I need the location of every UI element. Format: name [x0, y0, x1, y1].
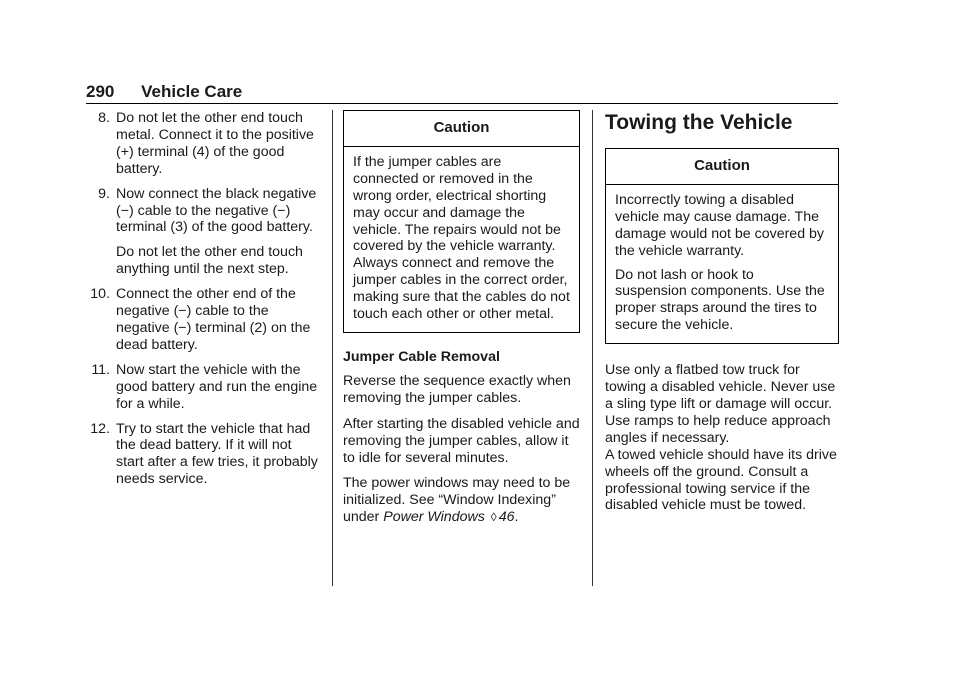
step-number: 10.: [90, 286, 110, 303]
column-towing: [605, 110, 839, 514]
column-divider: [332, 110, 333, 586]
paragraph: Reverse the sequence exactly when removing the jumper cables.: [343, 372, 571, 406]
caution-title: Caution: [606, 149, 838, 185]
step-text: Now connect the black negative (−) cable to the negative (−) terminal (3) of the good battery.: [116, 185, 317, 236]
paragraph: A towed vehicle should have its drive wheels off the ground. Consult a professional towing service if the disabled vehicle must be towed.: [605, 446, 837, 514]
step-number: 11.: [91, 361, 110, 378]
caution-text: Incorrectly towing a disabled vehicle may cause damage. The damage would not be covered by the vehicle warranty.: [615, 191, 825, 259]
step-text: Do not let the other end touch metal. Connect it to the positive (+) terminal (4) of the good battery.: [116, 110, 314, 177]
header-rule: [86, 103, 838, 104]
section-title-header: Vehicle Care: [141, 82, 243, 101]
section-heading: Towing the Vehicle: [605, 111, 793, 134]
step-number: 12.: [90, 420, 110, 437]
step-number: 8.: [98, 110, 110, 126]
page-reference: 46: [498, 509, 515, 526]
caution-title: Caution: [344, 111, 579, 147]
step-12: [86, 421, 322, 489]
step-text: Connect the other end of the negative (−) cable to the negative (−) terminal (2) on the dead battery.: [116, 286, 311, 353]
step-10: [86, 286, 322, 354]
step-text: Now start the vehicle with the good battery and run the engine for a while.: [116, 361, 318, 412]
step-text: Do not let the other end touch anything until the next step.: [116, 244, 303, 278]
column-steps: [86, 110, 322, 496]
caution-box: [343, 110, 580, 333]
page-reference-icon: ◊: [490, 510, 497, 525]
caution-text: Do not lash or hook to suspension components. Use the proper straps around the tires to secure the vehicle.: [615, 266, 825, 334]
paragraph: Use only a flatbed tow truck for towing a disabled vehicle. Never use a sling type lift or damage will occur. Use ramps to help reduce approach angles if necessary.: [605, 362, 836, 446]
paragraph: After starting the disabled vehicle and removing the jumper cables, allow it to idle for several minutes.: [343, 415, 580, 466]
cross-reference: Power Windows: [383, 509, 485, 526]
paragraph: The power windows may need to be initialized. See “Window Indexing” under Power Windows ◊ 46.: [343, 475, 571, 526]
step-text: Try to start the vehicle that had the dead battery. If it will not start after a few tries, it probably needs service.: [116, 420, 318, 488]
page-number: 290: [86, 82, 115, 101]
column-jumper-removal: [343, 110, 580, 535]
step-9: [86, 186, 322, 279]
column-divider: [592, 110, 593, 586]
step-number: 9.: [98, 185, 110, 202]
page-header: [86, 82, 242, 102]
step-11: [86, 362, 322, 413]
step-8: [86, 110, 322, 178]
caution-text: If the jumper cables are connected or removed in the wrong order, electrical shorting may occur and damage the vehicle. The repairs would not be covered by the vehicle warranty. Always connect and remove the jumper cables in the correct order, making sure that the cables do not touch each other or other metal.: [353, 153, 570, 323]
caution-box: [605, 148, 839, 344]
subheading: Jumper Cable Removal: [343, 348, 500, 365]
